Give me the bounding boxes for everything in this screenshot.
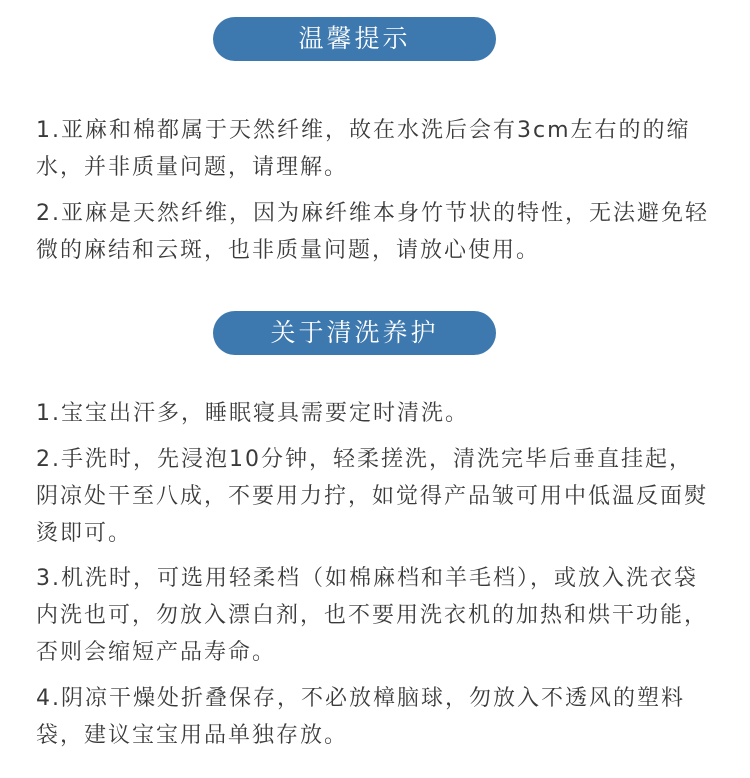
care-item-1: 1.宝宝出汗多，睡眠寝具需要定时清洗。 [36, 401, 469, 426]
section-heading-tips: 温馨提示 [213, 17, 496, 61]
care-item-3: 3.机洗时，可选用轻柔档（如棉麻档和羊毛档），或放入洗衣袋内洗也可，勿放入漂白剂，也不要用洗衣机的加热和烘干功能，否则会缩短产品寿命。 [36, 566, 709, 665]
tip-item-2: 2.亚麻是天然纤维，因为麻纤维本身竹节状的特性，无法避免轻微的麻结和云斑，也非质量问题，请放心使用。 [36, 201, 709, 263]
tip-item-1: 1.亚麻和棉都属于天然纤维，故在水洗后会有3cm左右的的缩水，并非质量问题，请理解。 [36, 118, 691, 180]
care-item-2: 2.手洗时，先浸泡10分钟，轻柔搓洗，清洗完毕后垂直挂起，阴凉处干至八成，不要用力拧，如觉得产品皱可用中低温反面熨烫即可。 [36, 447, 709, 546]
section-heading-care: 关于清洗养护 [213, 311, 496, 355]
care-item-4: 4.阴凉干燥处折叠保存，不必放樟脑球，勿放入不透风的塑料袋，建议宝宝用品单独存放。 [36, 686, 685, 748]
